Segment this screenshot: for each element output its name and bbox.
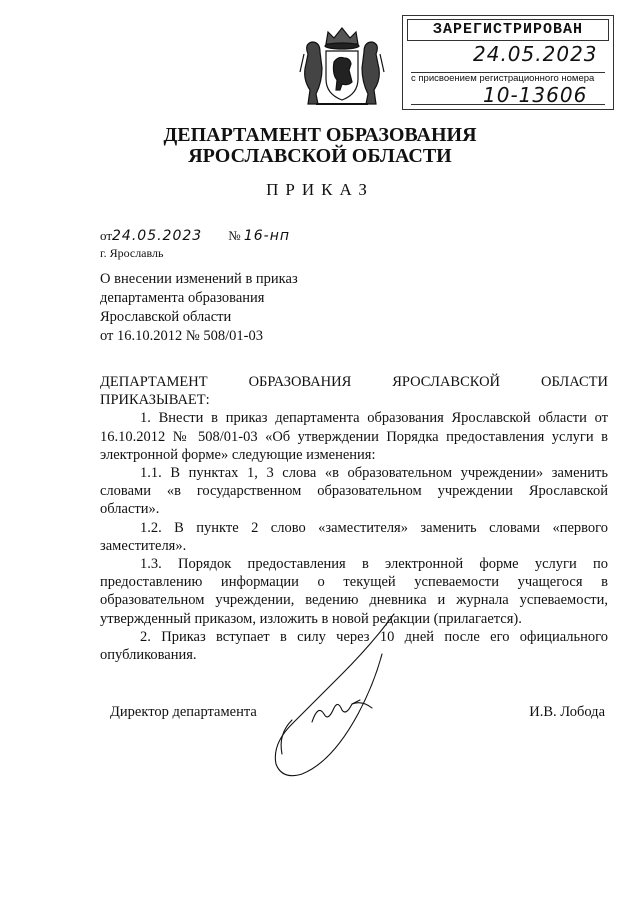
intro-line: ПРИКАЗЫВАЕТ:: [100, 392, 210, 409]
paragraph-1-2: 1.2. В пункте 2 слово «заместителя» заменить словами «первого заместителя».: [100, 519, 608, 554]
paragraph-1: 1. Внести в приказ департамента образования Ярославской области от 16.10.2012 № 508/01-03 «Об утверждении Порядка предоставления услуги в электронной форме» следующие изменения:: [100, 410, 608, 463]
order-number: 16-нп: [243, 228, 291, 244]
coat-of-arms-icon: [296, 24, 388, 110]
subject-line: департамента образования: [100, 290, 265, 306]
org-line-1: ДЕПАРТАМЕНТ ОБРАЗОВАНИЯ: [163, 124, 477, 146]
stamp-caption: с присвоением регистрационного номера: [411, 73, 595, 84]
stamp-divider: [411, 104, 605, 105]
registration-stamp: [402, 15, 614, 110]
stamp-title: ЗАРЕГИСТРИРОВАН: [407, 19, 609, 41]
intro-line: ДЕПАРТАМЕНТ ОБРАЗОВАНИЯ ЯРОСЛАВСКОЙ ОБЛАСТИ: [100, 374, 608, 390]
signer-position: Директор департамента: [110, 704, 257, 720]
signer-name: И.В. Лобода: [529, 704, 605, 720]
order-date: 24.05.2023: [112, 228, 203, 244]
document-type: ПРИКАЗ: [266, 180, 374, 199]
number-prefix: №: [228, 228, 241, 243]
paragraph-1-1: 1.1. В пунктах 1, 3 слова «в образовательном учреждении» заменить словами «в государственном образовательном учреждении Ярославской области».: [100, 465, 608, 518]
signature-icon: [262, 604, 402, 784]
org-line-2: ЯРОСЛАВСКОЙ ОБЛАСТИ: [188, 145, 452, 167]
date-prefix: от: [100, 228, 113, 243]
organization-heading: [0, 125, 640, 167]
subject-block: [100, 270, 298, 346]
paragraph-2: 2. Приказ вступает в силу через 10 дней после его официального опубликования.: [100, 628, 608, 664]
subject-line: О внесении изменений в приказ: [100, 271, 298, 287]
city: г. Ярославль: [100, 246, 164, 260]
date-number-line: [100, 228, 290, 244]
subject-line: от 16.10.2012 № 508/01-03: [100, 328, 263, 344]
stamp-number: 10-13606: [483, 83, 588, 107]
stamp-date: 24.05.2023: [473, 42, 598, 66]
paragraph-1-3: 1.3. Порядок предоставления в электронной форме услуги по предоставлению информации о текущей успеваемости учащегося в образовательном учреждении, ведению дневника и журнала успеваемости, утвержденный приказом, изложить в новой редакции (прилагается).: [100, 556, 608, 627]
subject-line: Ярославской области: [100, 309, 232, 325]
